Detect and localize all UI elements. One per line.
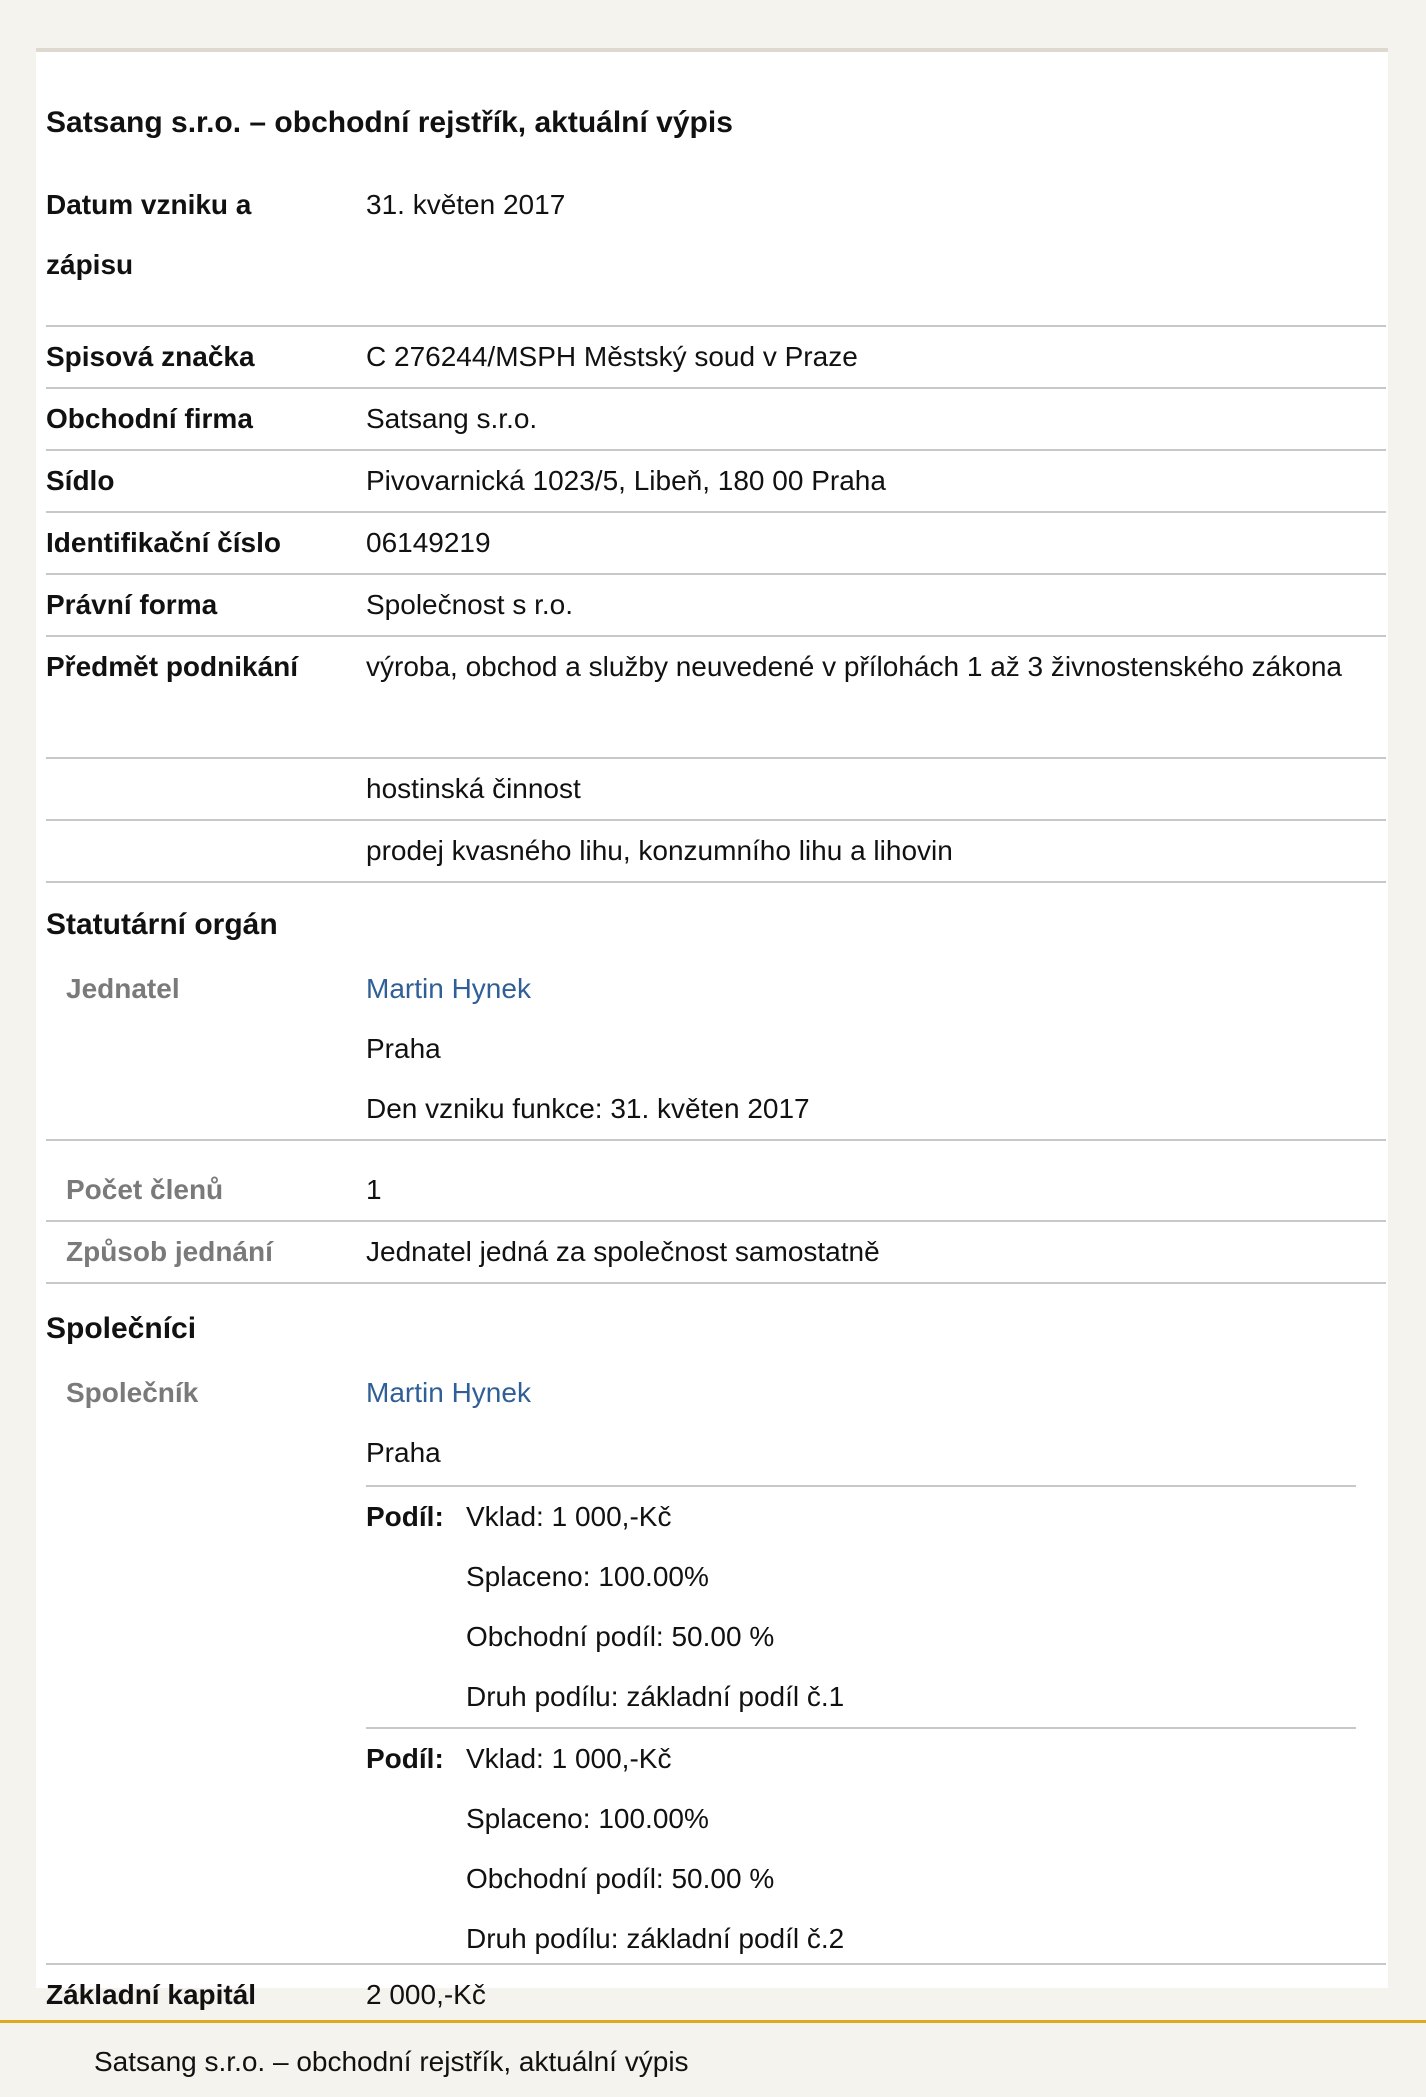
row-value: 2 000,-Kč: [366, 1979, 486, 2010]
row-value: 1: [366, 1174, 382, 1205]
podil-obchodni: Obchodní podíl: 50.00 %: [466, 1863, 775, 1894]
row-value: prodej kvasného lihu, konzumního lihu a lihovin: [366, 835, 953, 866]
footer-title: Satsang s.r.o. – obchodní rejstřík, aktuální výpis: [94, 2046, 689, 2077]
row-label: Jednatel: [66, 973, 180, 1004]
row-obchodni-firma: [46, 389, 1386, 451]
section-spolecnici: Společníci: [46, 1312, 197, 1345]
row-value: hostinská činnost: [366, 773, 581, 804]
row-label: Právní forma: [46, 589, 218, 620]
row-identifikacni-cislo: [46, 513, 1386, 575]
podil-splaceno: Splaceno: 100.00%: [466, 1803, 709, 1834]
spolecnik-city: Praha: [366, 1437, 441, 1468]
row-value: 31. květen 2017: [366, 189, 566, 220]
row-label: Spisová značka: [46, 341, 255, 372]
podil-druh: Druh podílu: základní podíl č.2: [466, 1923, 845, 1954]
podil-label: Podíl:: [366, 1501, 444, 1532]
row-predmet-lih: [46, 821, 1386, 883]
row-value: C 276244/MSPH Městský soud v Praze: [366, 341, 858, 372]
row-predmet-podnikani: [46, 637, 1386, 759]
podil-druh: Druh podílu: základní podíl č.1: [466, 1681, 845, 1712]
row-label: Předmět podnikání: [46, 651, 299, 682]
row-pravni-forma: [46, 575, 1386, 637]
row-zakladni-kapital: [46, 1965, 1386, 2027]
row-value: Jednatel jedná za společnost samostatně: [366, 1236, 880, 1267]
podil-splaceno: Splaceno: 100.00%: [466, 1561, 709, 1592]
row-spolecnik: [46, 1363, 1386, 1965]
row-jednatel: [46, 959, 1386, 1141]
row-label: Datum vzniku a zápisu: [46, 189, 252, 280]
section-statutarni-organ: Statutární orgán: [46, 908, 278, 941]
row-label: Způsob jednání: [66, 1236, 273, 1267]
podil-label: Podíl:: [366, 1743, 444, 1774]
row-label: Základní kapitál: [46, 1979, 257, 2010]
row-label: Společník: [66, 1377, 199, 1408]
row-label: Identifikační číslo: [46, 527, 281, 558]
spolecnik-name-link[interactable]: Martin Hynek: [366, 1377, 531, 1408]
row-pocet-clenu: [46, 1158, 1386, 1222]
row-spisova-znacka: [46, 327, 1386, 389]
podil-obchodni: Obchodní podíl: 50.00 %: [466, 1621, 775, 1652]
podil-vklad: Vklad: 1 000,-Kč: [466, 1743, 672, 1774]
document-card: [36, 48, 1388, 2010]
page-title: Satsang s.r.o. – obchodní rejstřík, aktuální výpis: [46, 106, 733, 139]
jednatel-den-vzniku: Den vzniku funkce: 31. květen 2017: [366, 1093, 810, 1124]
row-sidlo: [46, 451, 1386, 513]
row-label: Sídlo: [46, 465, 115, 496]
row-predmet-hostinska: [46, 759, 1386, 821]
podil-details: [466, 1487, 844, 1727]
page-footer: [0, 2020, 1426, 2097]
podil-block-1: [366, 1485, 1356, 1727]
row-zpusob-jednani: [46, 1222, 1386, 1284]
row-value: Pivovarnická 1023/5, Libeň, 180 00 Praha: [366, 465, 886, 496]
podil-vklad: Vklad: 1 000,-Kč: [466, 1501, 672, 1532]
row-datum-vzniku: [46, 175, 1386, 327]
row-value: 06149219: [366, 527, 491, 558]
jednatel-city: Praha: [366, 1033, 441, 1064]
row-value: Společnost s r.o.: [366, 589, 574, 620]
podil-details: [466, 1729, 844, 1969]
jednatel-name-link[interactable]: Martin Hynek: [366, 973, 531, 1004]
row-value: Satsang s.r.o.: [366, 403, 538, 434]
row-value: výroba, obchod a služby neuvedené v přílohách 1 až 3 živnostenského zákona: [366, 651, 1342, 682]
row-label: Obchodní firma: [46, 403, 253, 434]
podil-block-2: [366, 1727, 1356, 1969]
row-label: Počet členů: [66, 1174, 224, 1205]
